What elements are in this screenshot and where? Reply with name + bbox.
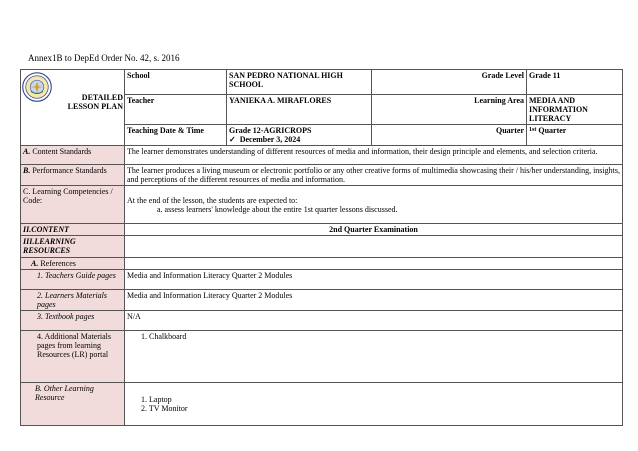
lesson-plan-table bbox=[20, 69, 623, 426]
content-standards-text: The learner demonstrates understanding of different resources of media and information, their design principle and elements, and selection criteria. bbox=[125, 146, 623, 165]
competencies-intro: At the end of the lesson, the students are expected to: bbox=[127, 195, 298, 205]
learning-resources-label: III.LEARNING RESOURCES bbox=[21, 236, 125, 258]
other-resources-value bbox=[125, 383, 623, 426]
additional-materials-row bbox=[21, 331, 623, 383]
teachers-guide-row bbox=[21, 270, 623, 290]
additional-materials-label: 4. Additional Materials pages from learning Resources (LR) portal bbox=[21, 331, 125, 383]
references-label: A. References bbox=[21, 258, 125, 270]
performance-standards-row bbox=[21, 165, 623, 186]
learning-area-label: Learning Area bbox=[372, 95, 527, 125]
teaching-date-value bbox=[227, 125, 372, 146]
lesson-date: December 3, 2024 bbox=[239, 135, 301, 144]
content-label: II.CONTENT bbox=[21, 224, 125, 236]
annex-reference: Annex1B to DepEd Order No. 42, s. 2016 bbox=[28, 53, 180, 63]
performance-standards-label: B. Performance Standards bbox=[21, 165, 125, 186]
learning-competencies-label: C. Learning Competencies / Code: bbox=[21, 186, 125, 224]
other-resources-row bbox=[21, 383, 623, 426]
deped-seal-icon bbox=[22, 72, 52, 102]
content-row bbox=[21, 224, 623, 236]
quarter-value: $^{1st}$ Quarter bbox=[527, 125, 623, 146]
content-value: 2nd Quarter Examination bbox=[125, 224, 623, 236]
learning-resources-blank bbox=[125, 236, 623, 258]
textbook-label: 3. Textbook pages bbox=[21, 311, 125, 331]
learners-materials-label: 2. Learners Materials pages bbox=[21, 290, 125, 311]
content-standards-label: A. Content Standards bbox=[21, 146, 125, 165]
logo-cell bbox=[21, 70, 125, 146]
learning-competencies-text bbox=[125, 186, 623, 224]
other-resources-label: B. Other Learning Resource bbox=[21, 383, 125, 426]
learning-competencies-row bbox=[21, 186, 623, 224]
performance-standards-text: The learner produces a living museum or electronic portfolio or any other creative forms of multimedia showcasing their / his/her understanding, insights, and perceptions of the different resources of media and information. bbox=[125, 165, 623, 186]
learners-materials-row bbox=[21, 290, 623, 311]
teacher-label: Teacher bbox=[125, 95, 227, 125]
competencies-item: a. assess learners' knowledge about the entire 1st quarter lessons discussed. bbox=[157, 204, 398, 214]
school-value: SAN PEDRO NATIONAL HIGH SCHOOL bbox=[227, 70, 372, 95]
section-name: Grade 12-AGRICROPS bbox=[229, 126, 312, 135]
grade-level-label: Grade Level bbox=[372, 70, 527, 95]
quarter-label: Quarter bbox=[372, 125, 527, 146]
teachers-guide-value: Media and Information Literacy Quarter 2 Modules bbox=[125, 270, 623, 290]
content-standards-row bbox=[21, 146, 623, 165]
grade-level-value: Grade 11 bbox=[527, 70, 623, 95]
teachers-guide-label: 1. Teachers Guide pages bbox=[21, 270, 125, 290]
references-row bbox=[21, 258, 623, 270]
quarter-ordinal: 1st bbox=[529, 127, 537, 133]
learners-materials-value: Media and Information Literacy Quarter 2 Modules bbox=[125, 290, 623, 311]
textbook-value: N/A bbox=[125, 311, 623, 331]
school-label: School bbox=[125, 70, 227, 95]
additional-materials-value: 1. Chalkboard bbox=[125, 331, 623, 383]
learning-area-value: MEDIA AND INFORMATION LITERACY bbox=[527, 95, 623, 125]
teaching-date-label: Teaching Date & Time bbox=[125, 125, 227, 146]
other-resource-item: 1. Laptop bbox=[141, 395, 172, 404]
detailed-lesson-plan-title: DETAILED LESSON PLAN bbox=[67, 93, 123, 111]
other-resource-item: 2. TV Monitor bbox=[141, 404, 188, 413]
header-row-school bbox=[21, 70, 623, 95]
teacher-value: YANIEKA A. MIRAFLORES bbox=[227, 95, 372, 125]
references-blank bbox=[125, 258, 623, 270]
learning-resources-row bbox=[21, 236, 623, 258]
checkmark-icon: ✓ bbox=[229, 135, 236, 144]
textbook-row bbox=[21, 311, 623, 331]
